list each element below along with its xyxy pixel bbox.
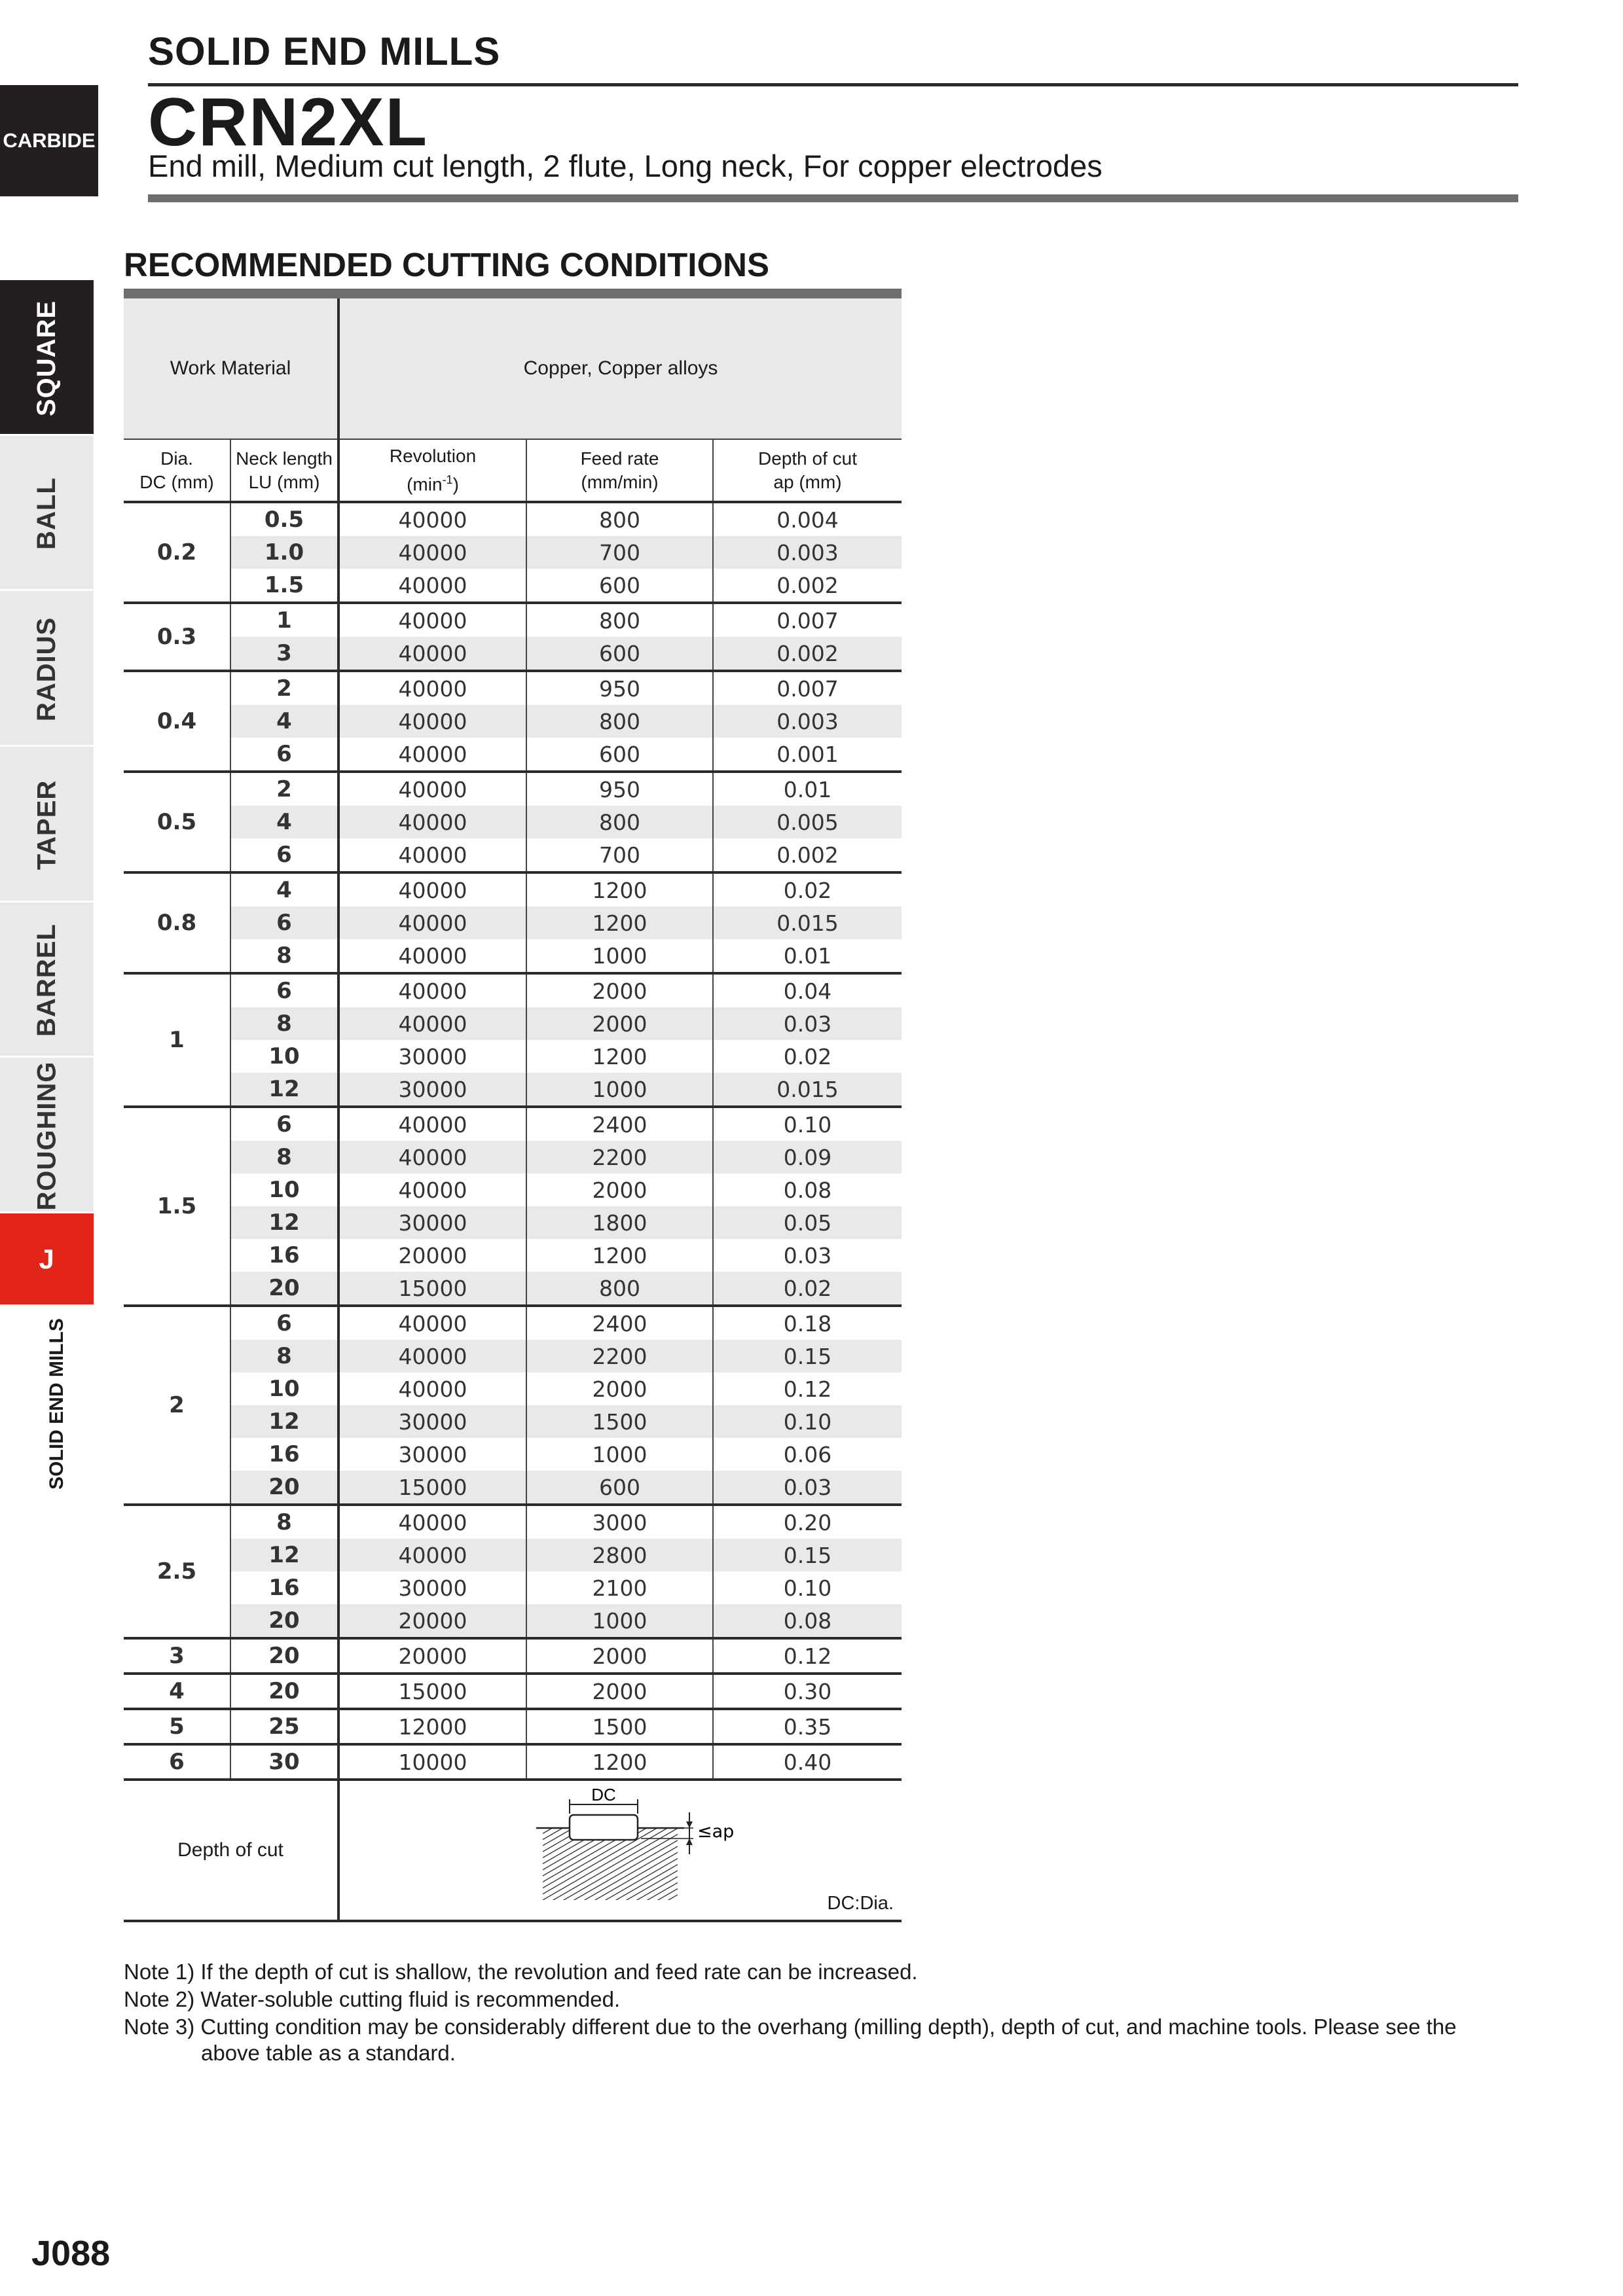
depth-of-cut-cell: 0.003 [713,536,902,569]
table-row [124,1505,902,1539]
revolution-cell: 40000 [338,738,526,772]
feed-rate-cell: 2000 [526,973,713,1007]
feed-rate-cell: 2200 [526,1141,713,1174]
dia-cell: 0.3 [124,603,230,671]
feed-rate-cell: 1000 [526,1073,713,1107]
feed-rate-cell: 800 [526,705,713,738]
revolution-cell: 30000 [338,1040,526,1073]
table-row [124,806,902,838]
table-row [124,1340,902,1372]
revolution-cell: 15000 [338,1272,526,1306]
feed-rate-cell: 1200 [526,1744,713,1780]
depth-of-cut-cell: 0.40 [713,1744,902,1780]
dia-cell: 5 [124,1709,230,1744]
side-tab-ball[interactable] [0,434,94,591]
feed-rate-cell: 1000 [526,1604,713,1638]
feed-rate-cell: 3000 [526,1505,713,1539]
dia-cell: 1.5 [124,1107,230,1306]
side-tab-square[interactable] [0,278,94,436]
dia-cell: 1 [124,973,230,1107]
table-row [124,1604,902,1638]
revolution-cell: 12000 [338,1709,526,1744]
model-description: End mill, Medium cut length, 2 flute, Long neck, For copper electrodes [148,149,1103,183]
cutting-conditions-table [124,298,902,1922]
revolution-cell: 40000 [338,569,526,603]
neck-length-cell: 6 [230,1107,338,1141]
table-row [124,1638,902,1674]
dia-cell: 6 [124,1744,230,1780]
depth-of-cut-diagram [338,1780,902,1921]
revolution-cell: 20000 [338,1239,526,1272]
neck-length-cell: 8 [230,1141,338,1174]
table-row [124,973,902,1007]
feed-rate-cell: 2000 [526,1674,713,1709]
revolution-cell: 30000 [338,1206,526,1239]
depth-of-cut-cell: 0.001 [776,741,839,767]
revolution-cell: 40000 [338,1141,526,1174]
neck-length-cell: 6 [230,738,338,772]
series-title: SOLID END MILLS [148,29,501,73]
table-row [124,1471,902,1505]
col-header-revolution: Revolution $(\min^{-1})$ [338,439,526,502]
feed-rate-cell: 2200 [526,1340,713,1372]
depth-of-cut-cell: 0.20 [713,1505,902,1539]
feed-rate-cell: 800 [526,806,713,838]
side-tab-j[interactable] [0,1211,94,1304]
work-material-label: Work Material [124,298,338,439]
feed-rate-cell: 600 [526,738,713,772]
neck-length-cell: 4 [230,806,338,838]
feed-rate-cell: 1200 [526,906,713,939]
neck-length-cell: 3 [230,637,338,671]
neck-length-cell: 2 [230,671,338,705]
dia-cell: 3 [124,1638,230,1674]
neck-length-cell: 8 [230,1340,338,1372]
neck-length-cell: 2 [230,772,338,806]
side-tab-label: BARREL [32,924,62,1037]
neck-length-cell: 20 [230,1272,338,1306]
revolution-cell: 30000 [338,1405,526,1438]
neck-length-cell: 6 [230,1306,338,1340]
dia-cell: 2.5 [124,1505,230,1638]
table-row [124,906,902,939]
table-row [124,1539,902,1571]
depth-of-cut-cell: 0.10 [713,1405,902,1438]
neck-length-cell: 1 [230,603,338,637]
revolution-cell: 15000 [338,1674,526,1709]
depth-of-cut-cell: 0.10 [713,1107,902,1141]
note-2: Note 2) Water-soluble cutting fluid is recommended. [124,1987,621,2011]
revolution-cell: 40000 [338,872,526,906]
work-material-value: Copper, Copper alloys [338,298,902,439]
feed-rate-cell: 700 [526,536,713,569]
feed-rate-cell: 600 [526,569,713,603]
feed-rate-cell: 1000 [526,1438,713,1471]
revolution-cell: 40000 [338,1007,526,1040]
feed-rate-cell: 2000 [526,1372,713,1405]
revolution-cell: 15000 [338,1471,526,1505]
neck-length-cell: 16 [230,1438,338,1471]
feed-rate-cell: 2400 [526,1107,713,1141]
section-rule [124,289,902,298]
side-tab-label: ROUGHING [32,1061,61,1210]
side-tab-label: BALL [31,477,61,550]
table-row [124,1744,902,1780]
feed-rate-cell: 2100 [526,1571,713,1604]
revolution-cell: 40000 [338,1505,526,1539]
dia-cell: 0.2 [124,502,230,603]
table-row [124,569,902,603]
table-row [124,1372,902,1405]
side-tab-radius[interactable] [0,589,94,747]
depth-of-cut-cell: 0.08 [713,1604,902,1638]
table-row [124,705,902,738]
depth-of-cut-cell: 0.09 [713,1141,902,1174]
depth-of-cut-cell: 0.004 [776,507,839,533]
page-number: J088 [31,2234,111,2273]
revolution-cell: 40000 [338,906,526,939]
neck-length-cell: 12 [230,1073,338,1107]
feed-rate-cell: 950 [526,772,713,806]
depth-of-cut-cell: 0.30 [713,1674,902,1709]
table-row [124,1405,902,1438]
table-row [124,637,902,671]
revolution-cell: 40000 [338,502,526,536]
feed-rate-cell: 600 [526,1471,713,1505]
revolution-cell: 40000 [338,973,526,1007]
neck-length-cell: 10 [230,1174,338,1206]
depth-of-cut-cell: 0.01 [713,772,902,806]
neck-length-cell: 12 [230,1405,338,1438]
depth-of-cut-cell: 0.007 [713,603,902,637]
side-tab-label: TAPER [31,780,61,870]
table-row [124,502,902,536]
table-row [124,1438,902,1471]
table-row [124,1571,902,1604]
header-rule-thick [148,194,1518,202]
revolution-cell: 40000 [338,705,526,738]
depth-of-cut-cell: 0.18 [713,1306,902,1340]
depth-of-cut-cell: 0.002 [776,842,839,868]
side-tab-taper[interactable] [0,745,94,903]
revolution-cell: 40000 [338,1539,526,1571]
table-row [124,939,902,973]
revolution-cell: 40000 [338,603,526,637]
depth-of-cut-cell: 0.35 [713,1709,902,1744]
revolution-cell: 40000 [338,1306,526,1340]
table-row [124,872,902,906]
neck-length-cell: 8 [230,939,338,973]
dc-label: DC [591,1785,616,1804]
depth-of-cut-cell: 0.007 [713,671,902,705]
feed-rate-cell: 1500 [526,1709,713,1744]
depth-of-cut-cell: 0.015 [713,906,902,939]
feed-rate-cell: 2000 [526,1638,713,1674]
table-row [124,536,902,569]
depth-of-cut-cell: 0.015 [713,1073,902,1107]
table-row [124,1141,902,1174]
table-row [124,1007,902,1040]
table-row [124,1040,902,1073]
revolution-cell: 40000 [338,838,526,872]
table-row [124,1709,902,1744]
table-row [124,1073,902,1107]
feed-rate-cell: 600 [526,637,713,671]
ap-label: ≤ap [697,1821,735,1842]
carbide-tab-label: CARBIDE [3,129,96,152]
feed-rate-cell: 950 [526,671,713,705]
side-tab-label: RADIUS [32,617,61,721]
note-1: Note 1) If the depth of cut is shallow, the revolution and feed rate can be increased. [124,1960,918,1984]
neck-length-cell: 20 [230,1471,338,1505]
depth-of-cut-cell: 0.002 [713,637,902,671]
neck-length-cell: 20 [230,1604,338,1638]
revolution-cell: 40000 [338,939,526,973]
side-tab-roughing[interactable] [0,1056,94,1213]
side-tab-label: J [39,1243,55,1274]
depth-of-cut-label: Depth of cut [124,1780,338,1921]
table-row [124,1306,902,1340]
table-row [124,772,902,806]
dia-cell: 0.8 [124,872,230,973]
depth-of-cut-cell: 0.003 [713,705,902,738]
cut-diagram-svg [340,1781,903,1920]
depth-of-cut-cell: 0.08 [783,1177,832,1203]
depth-of-cut-cell: 0.03 [783,1242,832,1268]
revolution-cell: 30000 [338,1438,526,1471]
note-3-continued: above table as a standard. [201,2041,456,2065]
table-row [124,1107,902,1141]
dia-cell: 2 [124,1306,230,1505]
feed-rate-cell: 1200 [526,1239,713,1272]
revolution-cell: 40000 [338,1174,526,1206]
table-row [124,838,902,872]
depth-of-cut-cell: 0.03 [713,1007,902,1040]
table-row [124,1674,902,1709]
table-row [124,738,902,772]
feed-rate-cell: 2000 [526,1007,713,1040]
depth-of-cut-cell: 0.12 [713,1638,902,1674]
feed-rate-cell: 1200 [526,872,713,906]
depth-of-cut-cell: 0.03 [713,1471,902,1505]
side-tab-label: SQUARE [32,300,62,416]
neck-length-cell: 8 [230,1007,338,1040]
col-header-neck-length: Neck length LU (mm) [230,439,338,502]
revolution-cell: 40000 [338,1340,526,1372]
neck-length-cell: 4 [230,872,338,906]
depth-of-cut-cell: 0.02 [783,1043,832,1069]
depth-of-cut-cell: 0.01 [783,942,832,969]
feed-rate-cell: 2800 [526,1539,713,1571]
table-row [124,603,902,637]
neck-length-cell: 25 [230,1709,338,1744]
tool-body [570,1815,638,1840]
neck-length-cell: 10 [230,1372,338,1405]
table-row [124,1239,902,1272]
model-title: CRN2XL [148,84,429,160]
section-title: RECOMMENDED CUTTING CONDITIONS [124,246,769,283]
feed-rate-cell: 1500 [526,1405,713,1438]
note-3: Note 3) Cutting condition may be considerably different due to the overhang (milling depth), depth of cut, and machine tools. Please see the [124,2015,1457,2039]
feed-rate-cell: 800 [526,603,713,637]
dia-cell: 4 [124,1674,230,1709]
depth-of-cut-cell: 0.06 [783,1441,832,1467]
feed-rate-cell: 800 [526,502,713,536]
depth-of-cut-cell: 0.02 [713,1272,902,1306]
col-header-feed-rate: Feed rate (mm/min) [526,439,713,502]
neck-length-cell: 10 [230,1040,338,1073]
revolution-cell: 20000 [338,1638,526,1674]
table-row [124,1174,902,1206]
depth-of-cut-cell: 0.10 [783,1575,832,1601]
revolution-cell: 40000 [338,671,526,705]
neck-length-cell: 12 [230,1539,338,1571]
dia-cell: 0.4 [124,671,230,772]
table-row [124,671,902,705]
neck-length-cell: 1.5 [230,569,338,603]
neck-length-cell: 6 [230,973,338,1007]
feed-rate-cell: 2400 [526,1306,713,1340]
carbide-tab [0,85,98,196]
dia-cell: 0.5 [124,772,230,872]
revolution-cell: 40000 [338,536,526,569]
revolution-cell: 10000 [338,1744,526,1780]
side-tab-barrel[interactable] [0,901,94,1058]
neck-length-cell: 6 [230,906,338,939]
revolution-cell: 40000 [338,1372,526,1405]
revolution-cell: 20000 [338,1604,526,1638]
depth-of-cut-cell: 0.02 [713,872,902,906]
depth-of-cut-cell: 0.04 [713,973,902,1007]
neck-length-cell: 0.5 [230,502,338,536]
feed-rate-cell: 800 [526,1272,713,1306]
neck-length-cell: 20 [230,1638,338,1674]
depth-of-cut-cell: 0.002 [776,572,839,598]
revolution-cell: 40000 [338,772,526,806]
neck-length-cell: 20 [230,1674,338,1709]
neck-length-cell: 30 [230,1744,338,1780]
neck-length-cell: 16 [230,1239,338,1272]
revolution-cell: 40000 [338,1107,526,1141]
feed-rate-cell: 700 [526,838,713,872]
feed-rate-cell: 1800 [526,1206,713,1239]
revolution-cell: 40000 [338,806,526,838]
col-header-dia: Dia. DC (mm) [124,439,230,502]
depth-of-cut-cell: 0.15 [713,1340,902,1372]
feed-rate-cell: 2000 [526,1174,713,1206]
neck-length-cell: 1.0 [230,536,338,569]
depth-of-cut-cell: 0.05 [713,1206,902,1239]
side-category-label: SOLID END MILLS [46,1318,68,1490]
table-row [124,1206,902,1239]
revolution-cell: 30000 [338,1073,526,1107]
neck-length-cell: 4 [230,705,338,738]
neck-length-cell: 16 [230,1571,338,1604]
feed-rate-cell: 1000 [526,939,713,973]
depth-of-cut-cell: 0.12 [783,1376,832,1402]
col-header-depth-of-cut: Depth of cut ap (mm) [713,439,902,502]
neck-length-cell: 8 [230,1505,338,1539]
neck-length-cell: 12 [230,1206,338,1239]
neck-length-cell: 6 [230,838,338,872]
depth-of-cut-cell: 0.15 [713,1539,902,1571]
revolution-cell: 40000 [338,637,526,671]
depth-of-cut-cell: 0.005 [713,806,902,838]
dc-legend: DC:Dia. [827,1893,894,1914]
revolution-cell: 30000 [338,1571,526,1604]
feed-rate-cell: 1200 [526,1040,713,1073]
table-row [124,1272,902,1306]
